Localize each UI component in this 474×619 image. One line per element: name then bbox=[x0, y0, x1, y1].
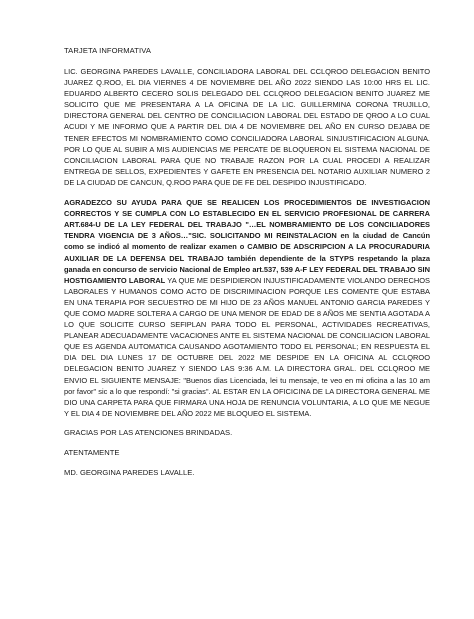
paragraph-request bbox=[64, 197, 430, 419]
sign-off: ATENTAMENTE bbox=[64, 447, 120, 457]
paragraph-request-rest: YA QUE ME DESPIDIERON INJUSTIFICADAMENTE VIOLANDO DERECHOS LABORALES Y HUMANOS COMO ACTO DE DISCRIMINACION PORQUE LES COMENTE QUE ESTABA EN UNA TERAPIA POR SECUESTRO DE MI HIJO DE 23 AÑOS MANUEL ANTONIO GARCIA PAREDES Y QUE COMO MADRE SOLTERA A CARGO DE UNA MENOR DE EDAD DE 8 AÑOS ME SENTIA AGOTADA A LO QUE SOLICITE CURSO SEFIPLAN PARA TODO EL PERSONAL, ACTIVIDADES RECREATIVAS, PLANEAR ADECUADAMENTE VACACIONES ANTE EL SISTEMA NACIONAL DE CONCILIACION LABORAL QUE ES AGENDA AUTOMATICA CAUSANDO AGOTAMIENTO TODO EL PERSONAL; EN RESPUESTA EL DIA DEL DIA LUNES 17 DE OCTUBRE DEL 2022 ME DESPIDE EN LA OFICINA AL CCLQROO DELEGACION BENITO JUAREZ Y SIENDO LAS 9:36 A.M. LA DIRECTORA GRAL. DEL CCLQROO ME ENVIO EL SIGUIENTE MENSAJE: "Buenos dias Licenciada, lei tu mensaje, te veo en mi oficina a las 10 am por favor" sic a lo que respondí: "si gracias". AL ESTAR EN LA OFICICINA DE LA DIRECTORA GENERAL ME DIO UNA CARPETA PARA QUE FIRMARA UNA HOJA DE RENUNCIA VOLUNTARIA, A LO QUE ME NEGUE Y EL DIA 4 DE NOVIEMBRE DEL AÑO 2022 ME BLOQUEO EL SISTEMA. bbox=[64, 275, 430, 418]
document-title: TARJETA INFORMATIVA bbox=[64, 46, 151, 55]
paragraph-request-bold: AGRADEZCO SU AYUDA PARA QUE SE REALICEN LOS PROCEDIMIENTOS DE INVESTIGACION CORRECTOS Y SE CUMPLA CON LO ESTABLECIDO EN EL SERVICIO PROFESIONAL DE CARRERA ART.684-U DE LA LEY FEDERAL DEL TRABAJO "…EL NOMBRAMIENTO DE LOS CONCILIADORES TENDRA VIGENCIA DE 3 AÑOS…"SIC. SOLICITANDO MI REINSTALACION en la ciudad de Cancún como se indicó al momento de realizar examen o CAMBIO DE ADSCRIPCION A LA PROCURADURIA AUXILIAR DE LA DEFENSA DEL TRABAJO también dependiente de la STYPS respetando la plaza ganada en concurso de servicio Nacional de Empleo art.537, 539 A-F LEY FEDERAL DEL TRABAJO SIN HOSTIGAMIENTO LABORAL bbox=[64, 198, 430, 285]
signer-name: MD. GEORGINA PAREDES LAVALLE. bbox=[64, 467, 195, 477]
thanks-line: GRACIAS POR LAS ATENCIONES BRINDADAS. bbox=[64, 427, 233, 437]
paragraph-dismissal-account: LIC. GEORGINA PAREDES LAVALLE, CONCILIADORA LABORAL DEL CCLQROO DELEGACION BENITO JUAREZ Q.ROO, EL DIA VIERNES 4 DE NOVIEMBRE DEL AÑO 2022 SIENDO LAS 10:00 HRS EL LIC. EDUARDO ALBERTO CECERO SOLIS DELEGADO DEL CCLQROO DELEGACION BENITO JUAREZ ME SOLICITO QUE ME PRESENTARA A LA OFICINA DE LA LIC. GUILLERMINA CORONA TRUJILLO, DIRECTORA GENERAL DEL CENTRO DE CONCILIACION LABORAL DEL ESTADO DE QROO A LO CUAL ACUDI Y ME INFORMO QUE A PARTIR DEL DIA 4 DE NOVIEMBRE DEL AÑO EN CURSO DEJABA DE TENER EFECTOS MI NOMBRAMIENTO COMO CONCILIADORA LABORAL SINJUSTIFICACION ALGUNA. POR LO QUE AL SUBIR A MIS AUDIENCIAS ME PERCATE DE BLOQUERON EL SISTEMA NACIONAL DE CONCILIACION LABORAL PARA QUE NO TRABAJE RAZON POR LA CUAL PROCEDI A REALIZAR ENTREGA DE SELLOS, EXPEDIENTES Y GAFETE EN PRESENCIA DEL NOTARIO AUXILIAR NUMERO 2 DE LA CIUDAD DE CANCUN, Q.ROO PARA QUE DE FE DEL DESPIDO INJUSTIFICADO. bbox=[64, 67, 430, 187]
